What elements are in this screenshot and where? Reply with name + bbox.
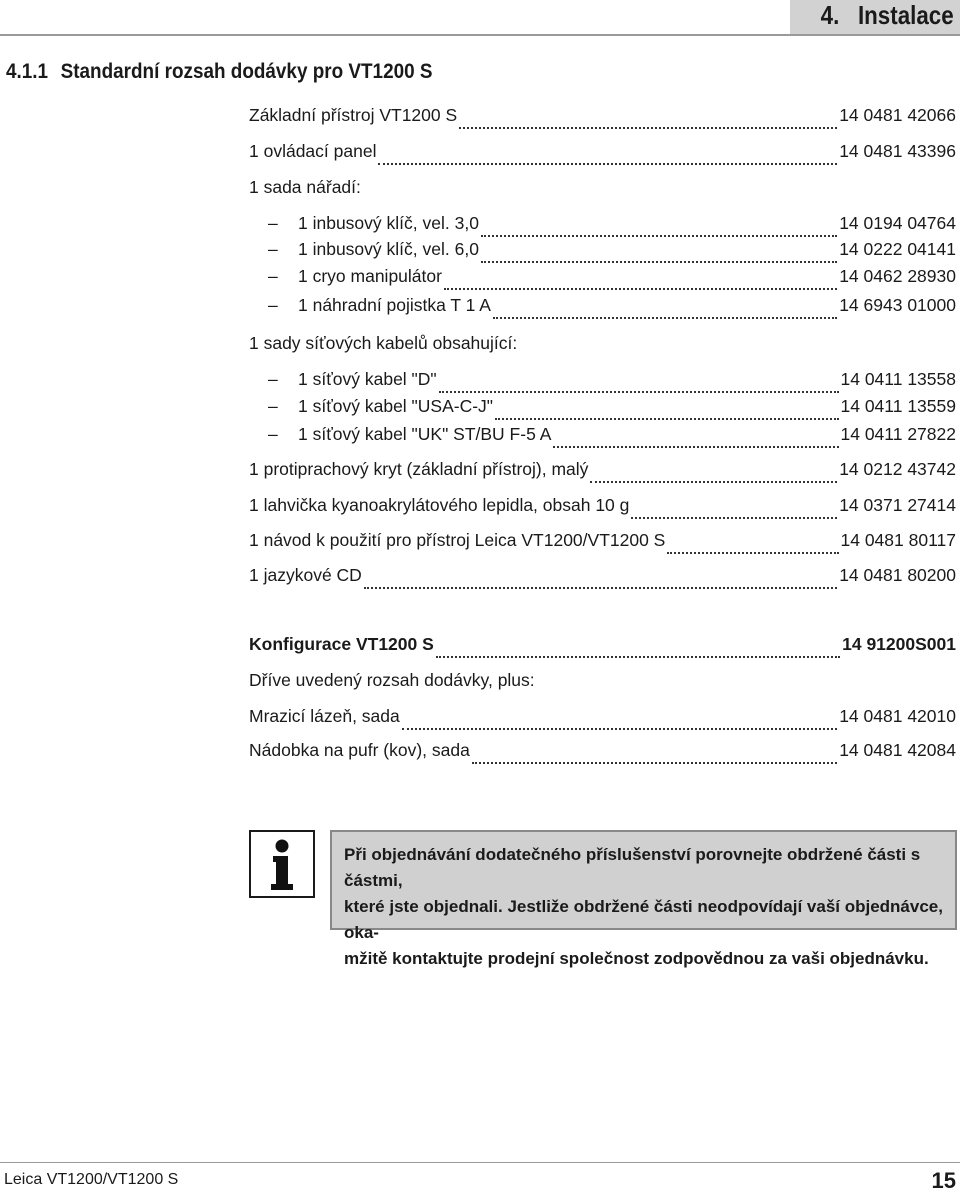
list-item: – 1 inbusový klíč, vel. 6,0 14 0222 04141 xyxy=(268,239,956,265)
list-item: 1 lahvička kyanoakrylátového lepidla, obsah 10 g 14 0371 27414 xyxy=(249,495,956,521)
section-heading xyxy=(6,60,432,84)
list-item: 1 ovládací panel 14 0481 43396 xyxy=(249,141,956,167)
list-item: 1 jazykové CD 14 0481 80200 xyxy=(249,565,956,591)
header-rule xyxy=(0,34,960,36)
list-item: – 1 inbusový klíč, vel. 3,0 14 0194 04764 xyxy=(268,213,956,239)
list-item: – 1 cryo manipulátor 14 0462 28930 xyxy=(268,266,956,292)
list-item: Mrazicí lázeň, sada 14 0481 42010 xyxy=(249,706,956,732)
list-group-heading: 1 sady síťových kabelů obsahující: xyxy=(249,333,518,353)
info-icon-glyph xyxy=(251,832,313,896)
section-number: 4.1.1 xyxy=(6,60,49,83)
list-group-heading: 1 sada nářadí: xyxy=(249,177,361,197)
info-notice-line: mžitě kontaktujte prodejní společnost zodpovědnou za vaši objednávku. xyxy=(344,949,929,968)
configuration-row: Konfigurace VT1200 S 14 91200S001 xyxy=(249,634,956,660)
info-icon xyxy=(249,830,315,898)
info-notice xyxy=(330,830,957,968)
chapter-title xyxy=(821,0,954,34)
info-notice-line: Při objednávání dodatečného příslušenství porovnejte obdržené části s částmi, xyxy=(344,845,921,890)
configuration-note: Dříve uvedený rozsah dodávky, plus: xyxy=(249,670,535,690)
info-notice-line: které jste objednali. Jestliže obdržené části neodpovídají vaší objednávce, oka- xyxy=(344,897,943,942)
list-item: Nádobka na pufr (kov), sada 14 0481 42084 xyxy=(249,740,956,766)
chapter-header xyxy=(0,0,960,34)
section-title: Standardní rozsah dodávky pro VT1200 S xyxy=(60,60,433,83)
list-item: – 1 náhradní pojistka T 1 A 14 6943 01000 xyxy=(268,295,956,321)
footer-product: Leica VT1200/VT1200 S xyxy=(4,1171,179,1188)
list-item: – 1 síťový kabel "USA-C-J" 14 0411 13559 xyxy=(268,396,956,422)
page-number: 15 xyxy=(931,1168,956,1193)
footer-rule xyxy=(0,1162,960,1163)
list-item: Základní přístroj VT1200 S 14 0481 42066 xyxy=(249,105,956,131)
list-item: – 1 síťový kabel "UK" ST/BU F-5 A 14 0411 27822 xyxy=(268,424,956,450)
list-item: 1 protiprachový kryt (základní přístroj), malý 14 0212 43742 xyxy=(249,459,956,485)
list-item: 1 návod k použití pro přístroj Leica VT1200/VT1200 S 14 0481 80117 xyxy=(249,530,956,556)
list-item: – 1 síťový kabel "D" 14 0411 13558 xyxy=(268,369,956,395)
chapter-name: Instalace xyxy=(858,0,954,30)
chapter-number: 4. xyxy=(820,0,840,30)
